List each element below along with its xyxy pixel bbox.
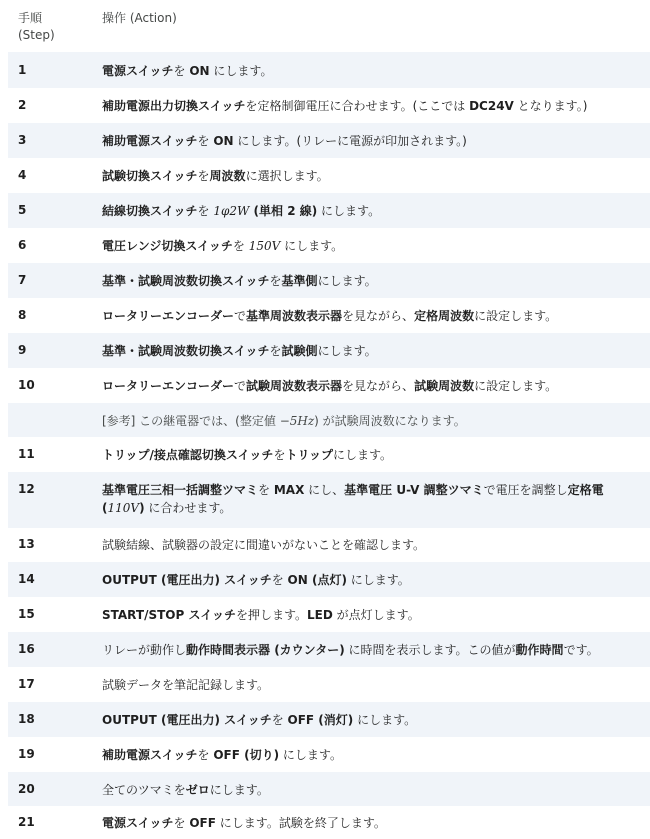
action-text xyxy=(102,482,650,498)
step-number: 5 xyxy=(18,203,27,217)
emphasis-text: 定格周波数 xyxy=(414,309,475,323)
action-text xyxy=(102,203,650,219)
math-expression: 150V xyxy=(248,239,281,253)
emphasis-text: OFF (切り) xyxy=(213,748,280,762)
emphasis-text: 基準側 xyxy=(281,274,318,288)
action-text-segment: 全てのツマミを xyxy=(102,783,186,797)
step-number: 16 xyxy=(18,642,35,656)
table-row xyxy=(8,298,650,333)
action-column-header: 操作 (Action) xyxy=(102,11,177,25)
emphasis-text: トリップ xyxy=(285,448,333,462)
emphasis-text: 電源スイッチ xyxy=(102,816,174,830)
action-text-segment: を xyxy=(197,134,214,148)
step-number: 15 xyxy=(18,607,35,621)
action-text-segment: に時間を表示します。この値が xyxy=(344,643,516,657)
emphasis-text: 基準・試験周波数切換スイッチ xyxy=(102,274,270,288)
action-text-segment: に設定します。 xyxy=(474,309,558,323)
emphasis-text: 基準・試験周波数切換スイッチ xyxy=(102,344,270,358)
math-expression: −5Hz xyxy=(279,414,315,428)
action-text xyxy=(102,815,650,831)
action-text-segment: で電圧を調整し xyxy=(483,483,568,497)
emphasis-text: 基準電圧 U-V 調整ツマミ xyxy=(344,483,484,497)
action-text-segment: となります。) xyxy=(513,99,588,113)
table-row xyxy=(8,437,650,472)
action-text xyxy=(102,98,650,114)
emphasis-text: MAX xyxy=(273,483,305,497)
action-text-segment: にします。 xyxy=(209,783,269,797)
step-number: 10 xyxy=(18,378,35,392)
action-text-segment: にします。 xyxy=(317,274,377,288)
action-text xyxy=(102,133,650,149)
action-text-segment: を xyxy=(197,748,214,762)
action-text-segment: にし、 xyxy=(304,483,345,497)
action-text xyxy=(102,343,650,359)
step-number: 2 xyxy=(18,98,27,112)
action-text-segment: にします。 xyxy=(317,204,381,218)
action-text-segment: に設定します。 xyxy=(474,379,558,393)
step-column-header xyxy=(18,10,55,44)
step-number: 8 xyxy=(18,308,27,322)
emphasis-text: ) xyxy=(139,501,145,515)
action-text-segment: にします。 xyxy=(353,713,417,727)
emphasis-text: 補助電源出力切換スイッチ xyxy=(102,99,246,113)
table-row-note xyxy=(8,403,650,437)
table-row xyxy=(8,737,650,772)
step-number: 13 xyxy=(18,537,35,551)
emphasis-text: 基準電圧三相一括調整ツマミ xyxy=(102,483,259,497)
emphasis-text: 基準周波数表示器 xyxy=(246,309,343,323)
emphasis-text: ON xyxy=(189,64,210,78)
step-number: 12 xyxy=(18,482,35,496)
emphasis-text: 試験周波数 xyxy=(414,379,475,393)
action-text-segment: を xyxy=(273,448,286,462)
table-row xyxy=(8,228,650,263)
emphasis-text: LED xyxy=(307,608,333,622)
table-row xyxy=(8,562,650,597)
action-text xyxy=(102,782,650,798)
step-number: 21 xyxy=(18,815,35,829)
emphasis-text: トリップ/接点確認切換スイッチ xyxy=(102,448,274,462)
math-expression: 1φ2W xyxy=(213,204,250,218)
action-text xyxy=(102,712,650,728)
step-number: 14 xyxy=(18,572,35,586)
action-text-segment: を xyxy=(271,573,288,587)
action-text-segment: で xyxy=(234,379,247,393)
emphasis-text: OUTPUT (電圧出力) スイッチ xyxy=(102,573,272,587)
step-number: 17 xyxy=(18,677,35,691)
emphasis-text: 試験周波数表示器 xyxy=(246,379,343,393)
emphasis-text: START/STOP スイッチ xyxy=(102,608,236,622)
table-row xyxy=(8,193,650,228)
action-text-segment: にします。 xyxy=(317,344,377,358)
table-header xyxy=(8,10,650,50)
action-text-line2 xyxy=(102,500,650,516)
action-text-segment: 試験データを筆記記録します。 xyxy=(102,678,270,692)
action-text-segment: [参考] この継電器では、(整定値 xyxy=(102,414,280,428)
action-text-segment: に選択します。 xyxy=(245,169,329,183)
emphasis-text: 動作時間 xyxy=(515,643,564,657)
action-text-segment: です。 xyxy=(563,643,599,657)
action-text-segment: を xyxy=(197,169,210,183)
emphasis-text: 電源スイッチ xyxy=(102,64,174,78)
table-row xyxy=(8,806,650,839)
action-text xyxy=(102,537,650,553)
emphasis-text: 周波数 xyxy=(209,169,246,183)
action-text xyxy=(102,63,650,79)
action-text-segment: にします。 xyxy=(346,573,410,587)
reference-note xyxy=(102,413,650,429)
step-number: 19 xyxy=(18,747,35,761)
emphasis-text: OUTPUT (電圧出力) スイッチ xyxy=(102,713,272,727)
step-header-en: (Step) xyxy=(18,28,55,42)
emphasis-text: 試験側 xyxy=(281,344,318,358)
table-row xyxy=(8,368,650,403)
emphasis-text: DC24V xyxy=(469,99,514,113)
table-row xyxy=(8,472,650,528)
emphasis-text: OFF xyxy=(189,816,216,830)
emphasis-text: 試験切換スイッチ xyxy=(102,169,198,183)
emphasis-text: 定格電 xyxy=(567,483,604,497)
action-text-segment: を xyxy=(258,483,274,497)
action-text-segment: が点灯します。 xyxy=(332,608,420,622)
action-text xyxy=(102,168,650,184)
emphasis-text: ON (点灯) xyxy=(287,573,347,587)
step-number: 3 xyxy=(18,133,27,147)
table-row xyxy=(8,52,650,88)
emphasis-text: 結線切換スイッチ xyxy=(102,204,198,218)
action-text-segment: を押します。 xyxy=(235,608,308,622)
action-text-segment: にします。試験を終了します。 xyxy=(215,816,386,830)
emphasis-text: 電圧レンジ切換スイッチ xyxy=(102,239,233,253)
action-text xyxy=(102,747,650,763)
action-text xyxy=(102,607,650,623)
action-text-segment: リレーが動作し xyxy=(102,643,187,657)
action-text-segment: を xyxy=(232,239,249,253)
action-text-segment: ) が試験周波数になります。 xyxy=(314,414,466,428)
action-text xyxy=(102,308,650,324)
action-text xyxy=(102,378,650,394)
emphasis-text: ゼロ xyxy=(185,783,210,797)
emphasis-text: ロータリーエンコーダー xyxy=(102,309,235,323)
action-text-segment: にします。 xyxy=(280,239,344,253)
table-row xyxy=(8,667,650,702)
table-row xyxy=(8,772,650,806)
step-number: 1 xyxy=(18,63,27,77)
emphasis-text: OFF (消灯) xyxy=(287,713,354,727)
table-row xyxy=(8,702,650,737)
table-row xyxy=(8,123,650,158)
emphasis-text: 動作時間表示器 (カウンター) xyxy=(186,643,345,657)
action-text-segment: 試験結線、試験器の設定に間違いがないことを確認します。 xyxy=(102,538,426,552)
step-number: 7 xyxy=(18,273,27,287)
action-text-segment: を見ながら、 xyxy=(342,309,415,323)
emphasis-text: 補助電源スイッチ xyxy=(102,748,198,762)
action-text xyxy=(102,273,650,289)
action-text-segment: にします。 xyxy=(209,64,273,78)
action-text xyxy=(102,238,650,254)
action-text-segment: を xyxy=(197,204,214,218)
table-row xyxy=(8,528,650,562)
step-number: 18 xyxy=(18,712,35,726)
action-text xyxy=(102,677,650,693)
action-text xyxy=(102,447,650,463)
emphasis-text: ON xyxy=(213,134,234,148)
emphasis-text: 補助電源スイッチ xyxy=(102,134,198,148)
step-number: 4 xyxy=(18,168,27,182)
action-text-segment: を見ながら、 xyxy=(342,379,415,393)
action-text-segment: を xyxy=(173,816,190,830)
action-text-segment: を定格制御電圧に合わせます。(ここでは xyxy=(245,99,470,113)
action-text-segment: に合わせます。 xyxy=(144,501,232,515)
action-text-segment: を xyxy=(173,64,190,78)
emphasis-text: (単相 2 線) xyxy=(249,204,318,218)
action-text xyxy=(102,642,650,658)
step-number: 9 xyxy=(18,343,27,357)
action-text xyxy=(102,572,650,588)
math-expression: 110V xyxy=(107,501,140,515)
step-number: 20 xyxy=(18,782,35,796)
action-text-segment: を xyxy=(269,344,282,358)
table-row xyxy=(8,632,650,667)
emphasis-text: ロータリーエンコーダー xyxy=(102,379,235,393)
table-row xyxy=(8,88,650,123)
table-row xyxy=(8,263,650,298)
action-text-segment: で xyxy=(234,309,247,323)
table-row xyxy=(8,333,650,368)
action-text-segment: を xyxy=(271,713,288,727)
step-number: 11 xyxy=(18,447,35,461)
action-text-segment: にします。(リレーに電源が印加されます。) xyxy=(233,134,467,148)
step-header-jp: 手順 xyxy=(18,11,43,25)
table-row xyxy=(8,597,650,632)
table-row xyxy=(8,158,650,193)
step-number: 6 xyxy=(18,238,27,252)
action-text-segment: にします。 xyxy=(279,748,342,762)
action-text-segment: にします。 xyxy=(332,448,393,462)
emphasis-text: ( xyxy=(102,501,108,515)
action-text-segment: を xyxy=(269,274,282,288)
